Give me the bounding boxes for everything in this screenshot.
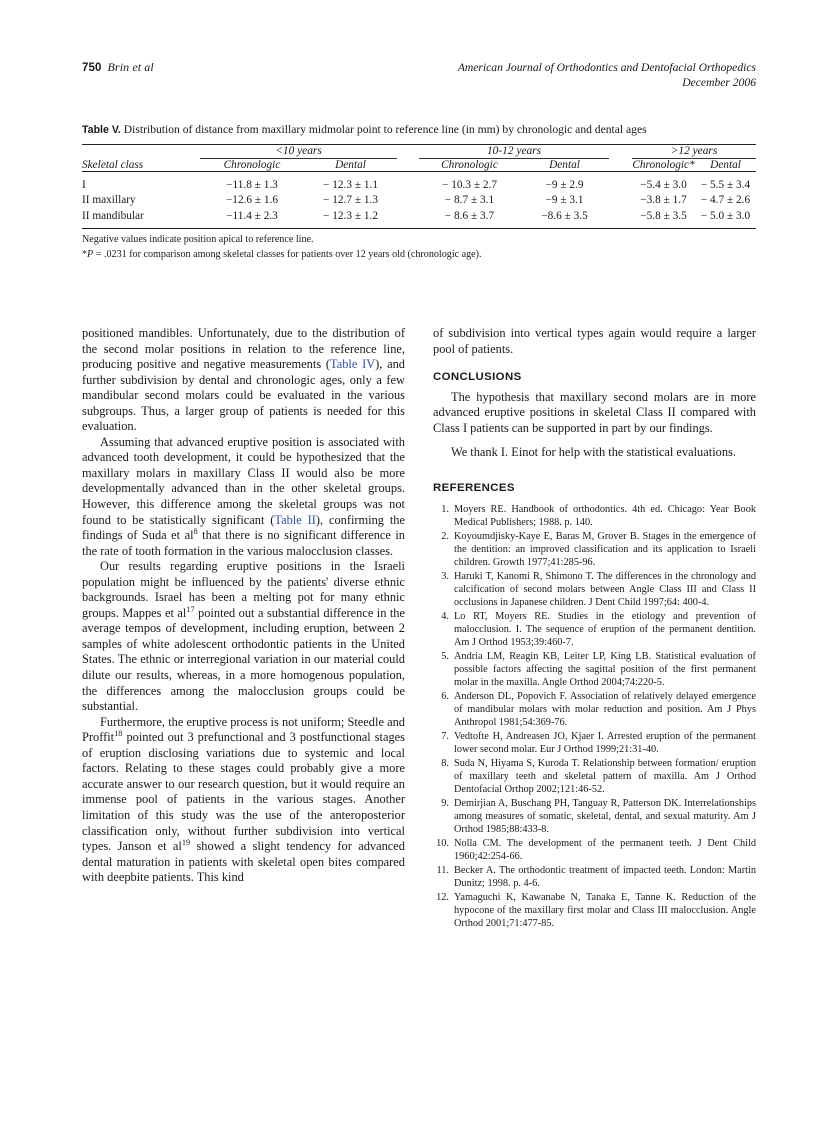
page-number: 750 [82,62,102,74]
reference-text: Becker A. The orthodontic treatment of impacted teeth. London: Martin Dunitz; 1998. p. 4-6. [454,865,756,890]
cell-iimand-chronologic-3: −5.8 ± 3.5 [640,210,687,223]
column-header-dental-1: Dental [335,158,366,171]
reference-number: 3. [441,571,449,583]
cell-iimand-dental-3: − 5.0 ± 3.0 [700,210,751,223]
reference-marker-8[interactable]: 8 [193,526,198,536]
list-item [433,690,756,729]
cell-iimax-dental-2: −9 ± 3.1 [545,194,584,207]
para-4-part-b: pointed out 3 prefunctional and 3 postfunctional stages of eruption disclosing variations due to systemic and local factors. Relating to these stages could probably give a more accurate answer to our research question, but it would require an immense pool of patients in the various stages. Another limitation of this study was the use of the anteroposterior classification only, without further subdivision into vertical types. Janson et al [82,730,405,854]
reference-number: 6. [441,691,449,703]
list-item [433,797,756,836]
cell-i-chronologic-2: − 10.3 ± 2.7 [442,178,497,191]
table-row [82,172,756,192]
reference-text: Haruki T, Kanomi R, Shimono T. The differences in the chronology and calcification of second molars between Angle Class III and Class II occlusions in Japanese children. J Dent Child 1997;64: 400-4. [454,571,756,609]
paragraph-furthermore [82,715,405,886]
column-header-chronologic-2: Chronologic [441,158,498,171]
reference-text: Suda N, Hiyama S, Kuroda T. Relationship between formation/ eruption of maxillary teeth and skeletal pattern of maxilla. Am J Orthod Dentofacial Orthop 2002;121:46-52. [454,758,756,796]
reference-number: 10. [436,838,449,850]
list-item [433,530,756,569]
cell-iimand-chronologic-2: − 8.6 ± 3.7 [444,210,495,223]
cell-iimax-chronologic-2: − 8.7 ± 3.1 [444,194,495,207]
list-item [433,891,756,930]
reference-number: 11. [436,865,449,877]
table-column-header-row [82,158,756,171]
table-group-header-row [82,145,756,157]
cell-i-dental-3: − 5.5 ± 3.4 [700,178,751,191]
row-label-class-ii-maxillary: II maxillary [82,194,136,207]
reference-text: Nolla CM. The development of the permanent teeth. J Dent Child 1960;42:254-66. [454,838,756,863]
running-head-right [458,60,756,90]
group-header-spacer [82,145,200,157]
row-label-class-ii-mandibular: II mandibular [82,210,144,223]
reference-marker-18[interactable]: 18 [114,729,123,739]
reference-number: 8. [441,758,449,770]
reference-text: Anderson DL, Popovich F. Association of relatively delayed emergence of mandibular molars with molar reduction and position. Am J Phys Anthropol 1981;54:369-76. [454,691,756,729]
row-label-class-i: I [82,178,86,191]
table-row [82,207,756,229]
reference-number: 9. [441,798,449,810]
spacer [433,436,756,445]
table-v-block [82,122,756,262]
journal-title: American Journal of Orthodontics and Dentofacial Orthopedics [457,61,756,74]
paragraph-acknowledgment: We thank I. Einot for help with the statistical evaluations. [451,445,736,460]
cell-iimax-chronologic-1: −12.6 ± 1.6 [225,194,279,207]
body-column-right [433,326,756,931]
reference-text: Demirjian A, Buschang PH, Tanguay R, Patterson DK. Interrelationships among measures of somatic, skeletal, dental, and sexual maturity. Am J Orthod 1985;88:433-8. [454,798,756,836]
list-item [433,864,756,890]
reference-number: 12. [436,892,449,904]
reference-number: 1. [441,504,449,516]
paragraph-assuming [82,435,405,559]
para-2-part-c: that there is no significant difference in the rate of tooth formation in the various malocclusion classes. [82,528,406,558]
cell-iimax-chronologic-3: −3.8 ± 1.7 [640,194,687,207]
running-head-left [82,60,154,75]
para-4-part-c: showed a slight tendency for advanced dental maturation in patients with skeletal open bites compared with deepbite patients. This kind [82,839,405,885]
reference-text: Vedtofte H, Andreasen JO, Kjaer I. Arrested eruption of the permanent lower second molar. Eur J Orthod 1999;21:31-40. [454,731,756,756]
group-header-10to12: 10-12 years [486,144,542,157]
reference-number: 2. [441,531,449,543]
column-header-chronologic-1: Chronologic [223,158,281,171]
issue-date: December 2006 [682,76,756,89]
list-item [433,757,756,796]
cell-i-chronologic-1: −11.8 ± 1.3 [226,178,278,191]
para-3-part-a: Our results regarding eruptive positions in the Israeli population might be influenced by the patients' diverse ethnic backgrounds. Israel has been a melting pot for many ethnic groups. Mappes et al [82,559,405,620]
reference-number: 7. [441,731,449,743]
reference-number: 5. [441,651,449,663]
reference-marker-17[interactable]: 17 [186,604,195,614]
references-list [433,503,756,930]
column-header-dental-2: Dental [549,158,580,171]
running-head-authors: Brin et al [107,60,154,74]
reference-text: Moyers RE. Handbook of orthodontics. 4th ed. Chicago: Year Book Medical Publishers; 1988. p. 140. [454,504,756,529]
table-label: Table V. [82,124,121,136]
list-item [433,837,756,863]
group-gap-1 [397,145,419,157]
reference-text: Yamaguchi K, Kawanabe N, Tanaka E, Tanne K. Reduction of the hypocone of the maxillary first molar and Class III malocclusion. Angle Orthod 2001;71:477-85. [454,892,756,930]
group-header-under10: <10 years [275,144,322,157]
footnote-asterisk: * [82,248,88,260]
cell-i-dental-1: − 12.3 ± 1.1 [323,178,378,191]
para-3-part-b: pointed out a substantial difference in the average tempos of development, including eruption, between 2 samples of white adolescent orthodontic patients in the United States. The ethnic or interregional variation in our material could dilute our results, whereas, in a more homogenous population, the differences among the malocclusion groups could be substantial. [82,605,405,714]
group-header-over12: >12 years [670,144,718,157]
reference-marker-19[interactable]: 19 [181,837,191,847]
paragraph-subdivision-continuation: of subdivision into vertical types again would require a larger pool of patients. [433,326,756,356]
footnote-2-text: = .0231 for comparison among skeletal classes for patients over 12 years old (chronologic age). [93,248,482,260]
para-4-part-a: Furthermore, the eruptive process is not uniform; Steedle and Proffit [82,714,405,745]
table-ii-crossref-link[interactable]: Table II [274,512,316,527]
cell-iimand-dental-2: −8.6 ± 3.5 [541,210,588,223]
column-header-skeletal-class: Skeletal class [82,158,144,171]
list-item [433,650,756,689]
paragraph-our-results [82,559,405,714]
table-bottom-rule [82,229,756,230]
cell-i-dental-2: −9 ± 2.9 [545,178,584,191]
table-footnote-1: Negative values indicate position apical to reference line. [82,234,314,246]
table-caption-text: Distribution of distance from maxillary midmolar point to reference line (in mm) by chronologic and dental ages [123,123,647,136]
cell-iimax-dental-1: − 12.7 ± 1.3 [323,194,378,207]
cell-iimand-chronologic-1: −11.4 ± 2.3 [226,210,278,223]
reference-text: Lo RT, Moyers RE. Studies in the etiology and prevention of malocclusion. I. The sequence of eruption of the permanent dentition. Am J Orthod 1953;39:460-7. [454,611,756,649]
column-header-chronologic-3: Chronologic* [632,158,695,171]
group-gap-2 [609,145,632,157]
table-row [82,191,756,207]
table-footnote-2 [82,248,756,263]
cell-i-chronologic-3: −5.4 ± 3.0 [640,178,687,191]
column-header-dental-3: Dental [710,158,741,171]
list-item [433,503,756,529]
list-item [433,730,756,756]
paragraph-conclusions: The hypothesis that maxillary second molars are in more advanced eruptive positions in skeletal Class II compared with Class I patients can be supported in part by our findings. [433,389,756,435]
para-2-part-b: ), confirming the findings of Suda et al [82,512,405,543]
list-item [433,570,756,609]
reference-text: Koyoumdjisky-Kaye E, Baras M, Grover B. Stages in the emergence of the dentition: an improved classification and its application to Israeli children. Growth 1977;41:285-96. [454,531,756,569]
cell-iimand-dental-1: − 12.3 ± 1.2 [323,210,378,223]
table-footnotes [82,233,756,262]
para-2-part-a: Assuming that advanced eruptive position is associated with advanced tooth development, it could be hypothesized that the maxillary molars in maxillary Class II would also be more developmentally advanced than in the other skeletal groups. However, this difference among the skeletal groups was not found to be statistically significant ( [82,434,405,527]
section-heading-references: REFERENCES [433,481,515,494]
running-head [82,60,756,94]
reference-number: 4. [441,611,449,623]
cell-iimax-dental-3: − 4.7 ± 2.6 [700,194,751,207]
list-item [433,610,756,649]
para-1-part-b: ), and further subdivision by dental and chronologic ages, only a few mandibular second molars could be evaluated in the various subgroups. Thus, a larger group of patients is needed for this evaluation. [82,357,406,434]
reference-text: Andria LM, Reagin KB, Leiter LP, King LB. Statistical evaluation of possible factors affecting the sagittal position of the first permanent molar in the maxilla. Angle Orthod 2004;74:220-5. [454,651,756,689]
para-1-part-a: positioned mandibles. Unfortunately, due to the distribution of the second molar positions in relation to the reference line, producing positive and negative measurements ( [82,326,405,372]
paragraph-distribution [82,326,405,435]
section-heading-conclusions: CONCLUSIONS [433,371,522,384]
table-caption [82,122,756,139]
footnote-p-symbol: P [87,248,94,260]
table-iv-crossref-link[interactable]: Table IV [330,357,376,372]
table-v [82,144,756,230]
body-column-left [82,326,405,886]
